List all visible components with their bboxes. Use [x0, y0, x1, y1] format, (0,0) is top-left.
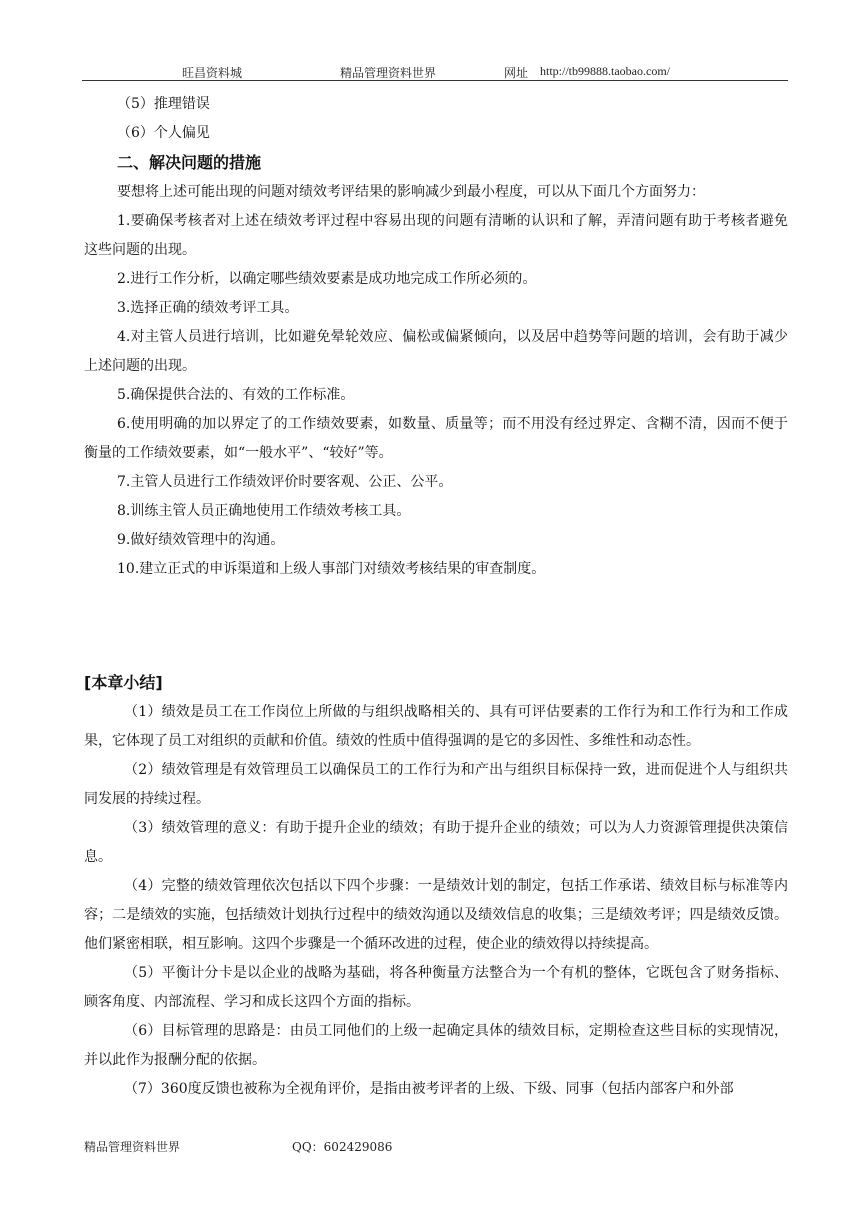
measure-item: 8.训练主管人员正确地使用工作绩效考核工具。 — [117, 503, 411, 519]
measure-item: 10.建立正式的申诉渠道和上级人事部门对绩效考核结果的审查制度。 — [117, 561, 546, 577]
summary-paragraph: （7）360度反馈也被称为全视角评价，是指由被考评者的上级、下级、同事（包括内部客户和外部 — [124, 1081, 734, 1097]
section-spacer — [84, 584, 788, 668]
document-body — [84, 90, 788, 1104]
summary-paragraph: （6）目标管理的思路是：由员工同他们的上级一起确定具体的绩效目标，定期检查这些目标的实现情况，并以此作为报酬分配的依据。 — [84, 1023, 788, 1068]
measure-item: 2.进行工作分析，以确定哪些绩效要素是成功地完成工作所必须的。 — [117, 271, 537, 287]
measure-item: 6.使用明确的加以界定了的工作绩效要素，如数量、质量等；而不用没有经过界定、含糊不清，因而不便于衡量的工作绩效要素，如“一般水平”、“较好”等。 — [84, 416, 788, 461]
summary-paragraph: （1）绩效是员工在工作岗位上所做的与组织战略相关的、具有可评估要素的工作行为和工作行为和工作成果，它体现了员工对组织的贡献和价值。绩效的性质中值得强调的是它的多因性、多维性和动态性。 — [84, 704, 788, 749]
summary-paragraph: （4）完整的绩效管理依次包括以下四个步骤：一是绩效计划的制定，包括工作承诺、绩效目标与标准等内容；二是绩效的实施，包括绩效计划执行过程中的绩效沟通以及绩效信息的收集；三是绩效考评；四是绩效反馈。他们紧密相联，相互影响。这四个步骤是一个循环改进的过程，使企业的绩效得以持续提高。 — [84, 878, 788, 952]
list-item: （5）推理错误 — [117, 96, 210, 112]
header-shop-name: 旺昌资料城 — [182, 66, 243, 80]
measure-item: 9.做好绩效管理中的沟通。 — [117, 532, 285, 548]
section-heading: 二、解决问题的措施 — [117, 153, 262, 172]
measure-item: 7.主管人员进行工作绩效评价时要客观、公正、公平。 — [117, 474, 453, 490]
summary-paragraph: （5）平衡计分卡是以企业的战略为基础，将各种衡量方法整合为一个有机的整体，它既包含了财务指标、顾客角度、内部流程、学习和成长这四个方面的指标。 — [84, 965, 788, 1010]
list-item: （6）个人偏见 — [117, 125, 210, 141]
summary-paragraph: （3）绩效管理的意义：有助于提升企业的绩效；有助于提升企业的绩效；可以为人力资源管理提供决策信息。 — [84, 820, 788, 865]
measure-item: 4.对主管人员进行培训，比如避免晕轮效应、偏松或偏紧倾向，以及居中趋势等问题的培训，会有助于减少上述问题的出现。 — [84, 329, 788, 374]
header-url-label: 网址 — [504, 66, 529, 80]
header-url[interactable]: http://tb99888.taobao.com/ — [540, 64, 670, 78]
page-header — [82, 60, 788, 82]
page-footer — [84, 1138, 788, 1158]
header-divider — [82, 80, 788, 81]
section-intro: 要想将上述可能出现的问题对绩效考评结果的影响减少到最小程度，可以从下面几个方面努力： — [117, 184, 705, 200]
measure-item: 1.要确保考核者对上述在绩效考评过程中容易出现的问题有清晰的认识和了解，弄清问题有助于考核者避免这些问题的出现。 — [84, 213, 788, 258]
summary-heading: [本章小结] — [84, 673, 163, 692]
footer-world-name: 精品管理资料世界 — [84, 1140, 181, 1154]
footer-qq: QQ：602429086 — [292, 1140, 393, 1154]
measure-item: 3.选择正确的绩效考评工具。 — [117, 300, 299, 316]
summary-paragraph: （2）绩效管理是有效管理员工以确保员工的工作行为和产出与组织目标保持一致，进而促进个人与组织共同发展的持续过程。 — [84, 762, 788, 807]
header-world-name: 精品管理资料世界 — [340, 66, 437, 80]
measure-item: 5.确保提供合法的、有效的工作标准。 — [117, 387, 355, 403]
